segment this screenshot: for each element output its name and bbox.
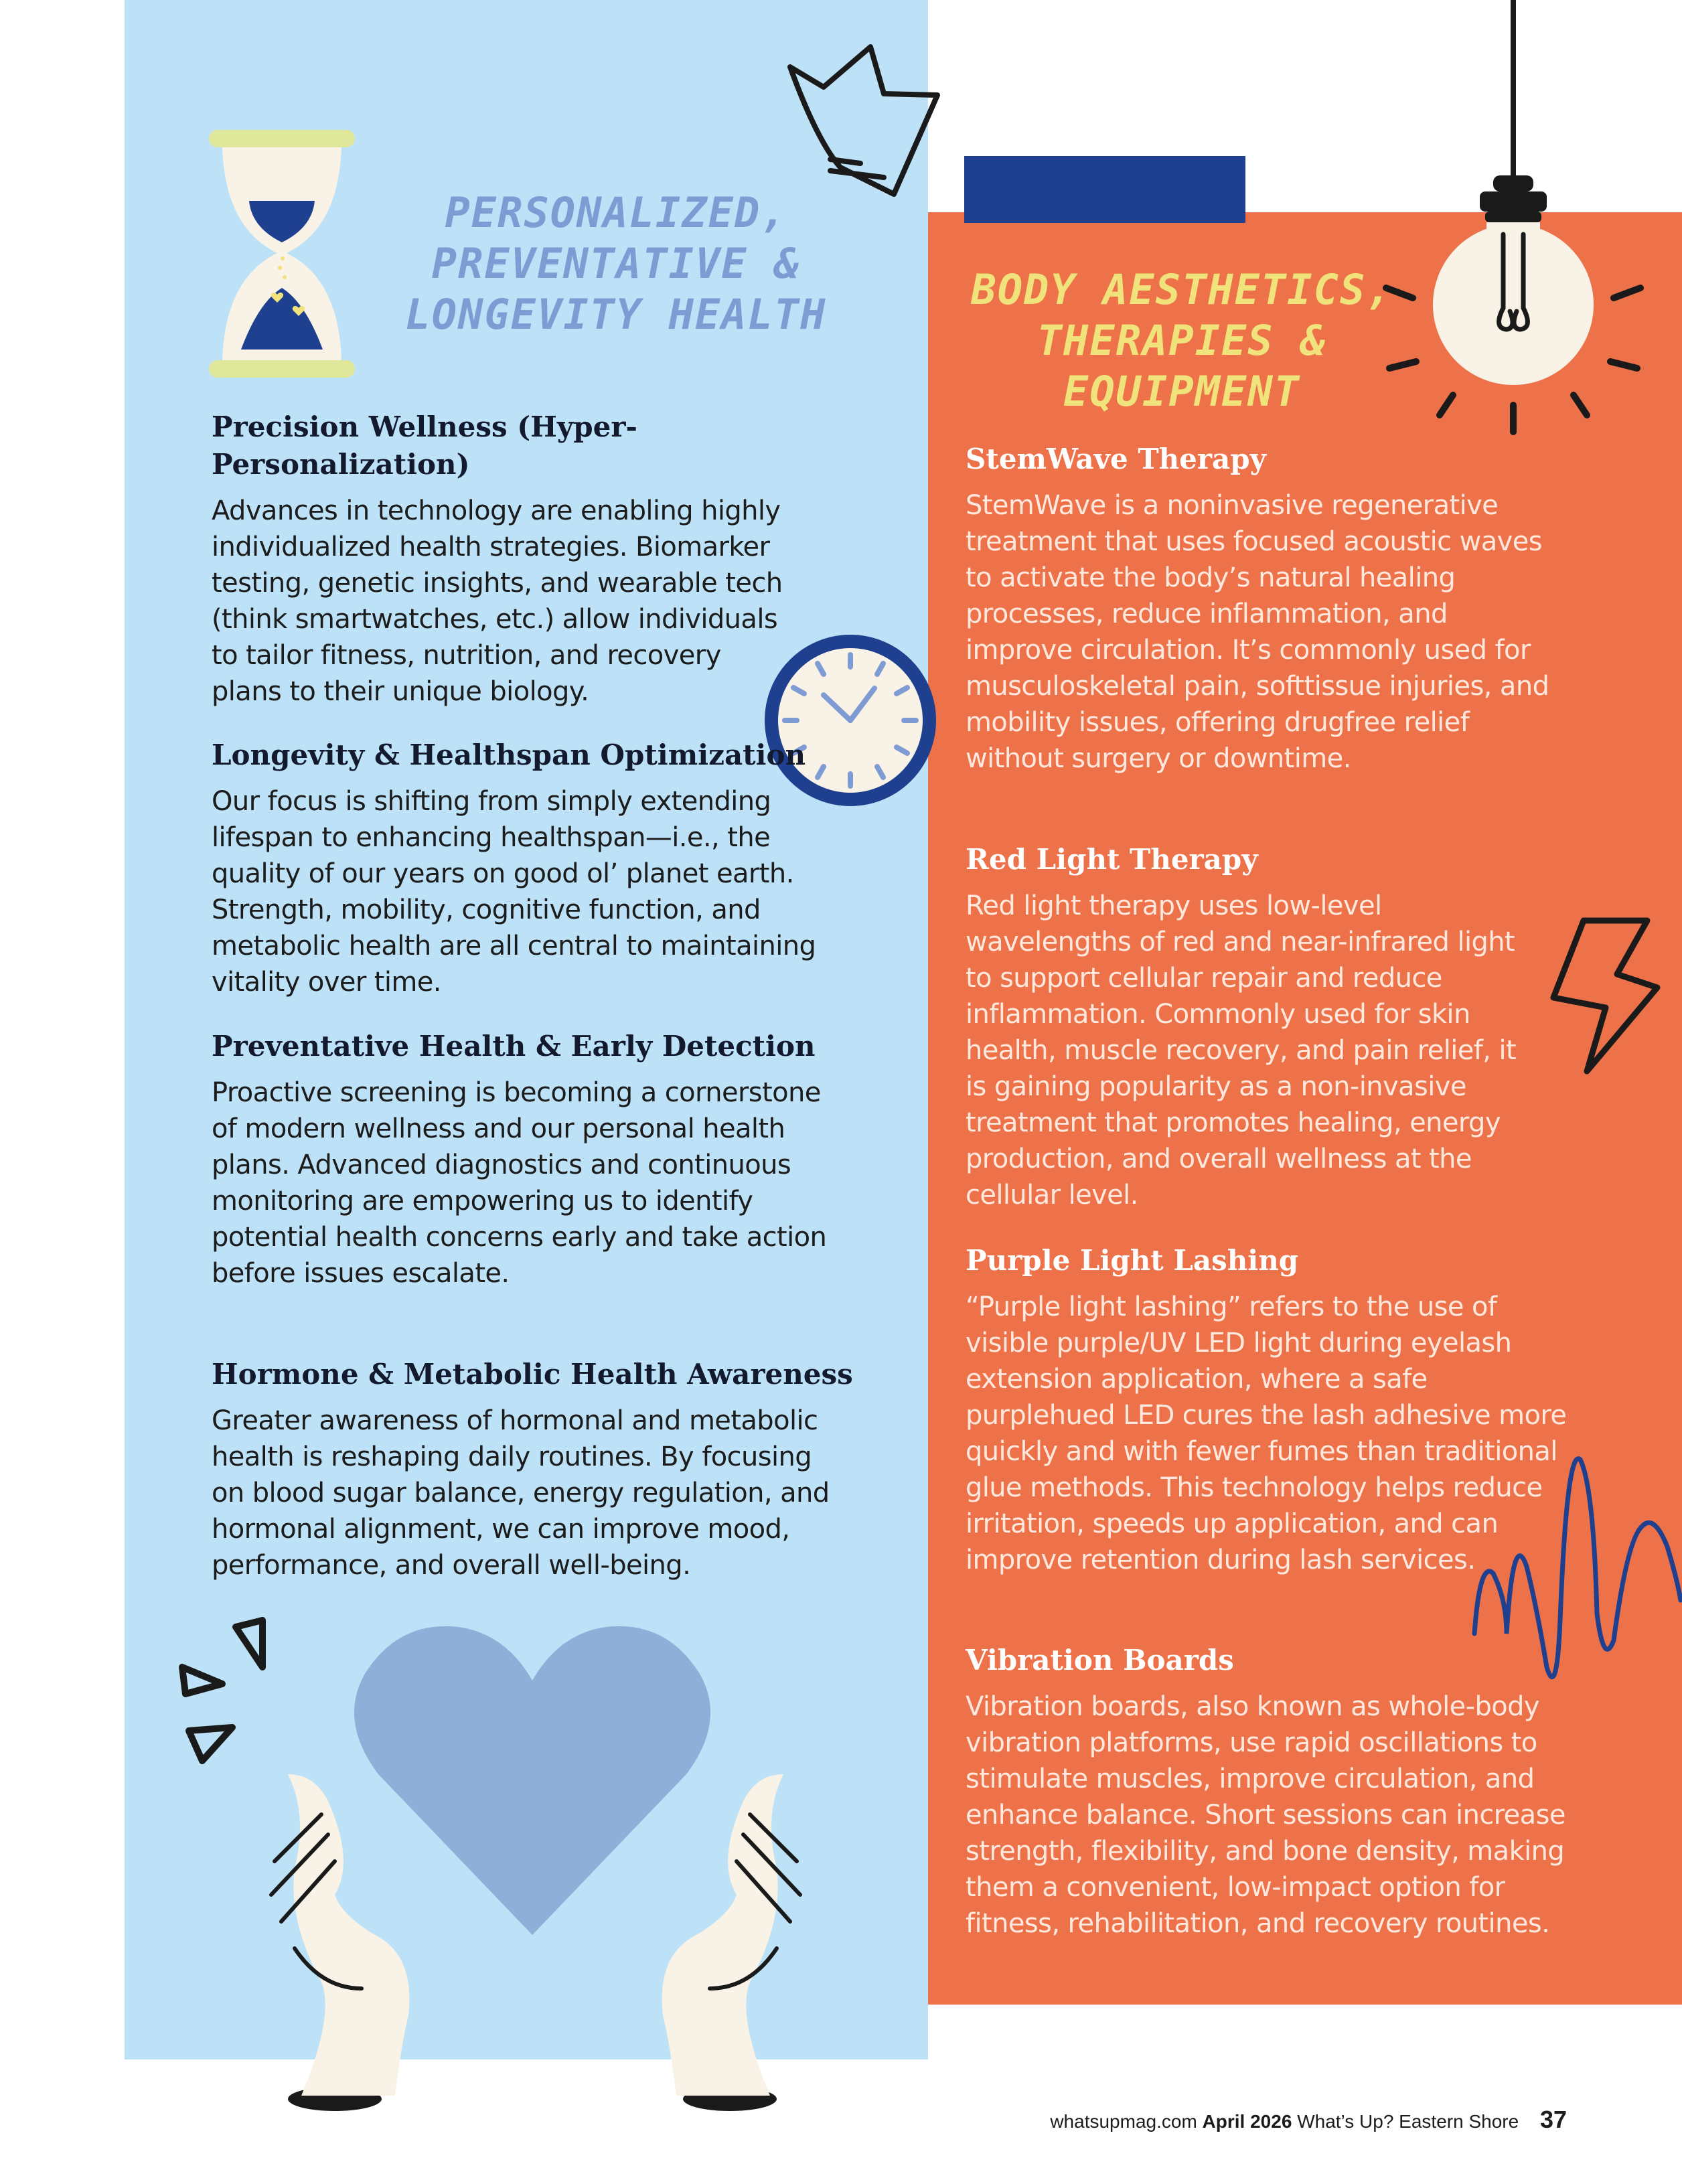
footer-publication: What’s Up? Eastern Shore <box>1297 2111 1519 2132</box>
section-red-light <box>966 841 1568 1213</box>
left-column-heading: PERSONALIZED, PREVENTATIVE & LONGEVITY HEALTH <box>405 188 827 339</box>
section-title: StemWave Therapy <box>966 443 1266 475</box>
section-title: Hormone & Metabolic Health Awareness <box>212 1358 853 1391</box>
footer-site: whatsupmag.com <box>1050 2111 1197 2132</box>
section-hormone <box>212 1356 868 1583</box>
section-body: Vibration boards, also known as whole-body vibration platforms, use rapid oscillations to stimulate muscles, improve circulation, and enhance balance. Short sessions can increase strength, flexibility, and bone density, making them a convenient, low-impact option for fitness, rehabilitation, and recovery routines. <box>966 1691 1565 1939</box>
section-vibration <box>966 1642 1568 1942</box>
sparkle-icon <box>175 1607 283 1768</box>
section-precision-wellness <box>212 408 868 710</box>
section-title: Precision Wellness (Hyper-Personalization) <box>212 410 637 481</box>
page-number: 37 <box>1539 2106 1567 2133</box>
page-footer <box>937 2106 1567 2134</box>
section-body: Greater awareness of hormonal and metabolic health is reshaping daily routines. By focusing on blood sugar balance, energy regulation, and hormonal alignment, we can improve mood, performance, and overall well-being. <box>212 1405 830 1581</box>
section-preventative <box>212 1028 868 1292</box>
section-body: Our focus is shifting from simply extending lifespan to enhancing healthspan—i.e., the quality of our years on good ol’ planet earth. Strength, mobility, cognitive function, and metabolic health are all central to maintaining vitality over time. <box>212 786 816 998</box>
footer-issue: April 2026 <box>1202 2111 1292 2132</box>
section-body: StemWave is a noninvasive regenerative treatment that uses focused acoustic waves to activate the body’s natural healing processes, reduce inflammation, and improve circulation. It’s commonly used for musculoskeletal pain, softtissue injuries, and mobility issues, offering drugfree relief without surgery or downtime. <box>966 490 1549 774</box>
section-purple-light <box>966 1242 1568 1578</box>
section-title: Preventative Health & Early Detection <box>212 1030 816 1063</box>
hands-icon <box>261 1761 810 2116</box>
section-title: Purple Light Lashing <box>966 1244 1299 1277</box>
section-body: Proactive screening is becoming a cornerstone of modern wellness and our personal health plans. Advanced diagnostics and continuous monitoring are empowering us to identify potential health concerns early and take action before issues escalate. <box>212 1077 827 1289</box>
lightbulb-icon <box>1373 0 1654 469</box>
section-title: Vibration Boards <box>966 1644 1234 1676</box>
section-stemwave <box>966 441 1568 777</box>
navy-accent-bar <box>964 156 1245 223</box>
right-column-heading: BODY AESTHETICS, THERAPIES & EQUIPMENT <box>971 265 1393 416</box>
section-title: Red Light Therapy <box>966 843 1258 876</box>
section-longevity <box>212 736 868 1000</box>
section-body: Red light therapy uses low-level wavelengths of red and near-infrared light to support cellular repair and reduce inflammation. Commonly used for skin health, muscle recovery, and pain relief, it is gaining popularity as a non-invasive treatment that promotes healing, energy production, and overall wellness at the cellular level. <box>966 890 1517 1211</box>
section-body: “Purple light lashing” refers to the use of visible purple/UV LED light during eyelash extension application, where a safe purplehued LED cures the lash adhesive more quickly and with fewer fumes than traditional glue methods. This technology helps reduce irritation, speeds up application, and can improve retention during lash services. <box>966 1292 1567 1575</box>
hourglass-icon <box>205 127 359 382</box>
section-body: Advances in technology are enabling highly individualized health strategies. Biomarker testing, genetic insights, and wearable tech (think smartwatches, etc.) allow individuals to tailor fitness, nutrition, and recovery plans to their unique biology. <box>212 495 783 707</box>
section-title: Longevity & Healthspan Optimization <box>212 738 806 771</box>
